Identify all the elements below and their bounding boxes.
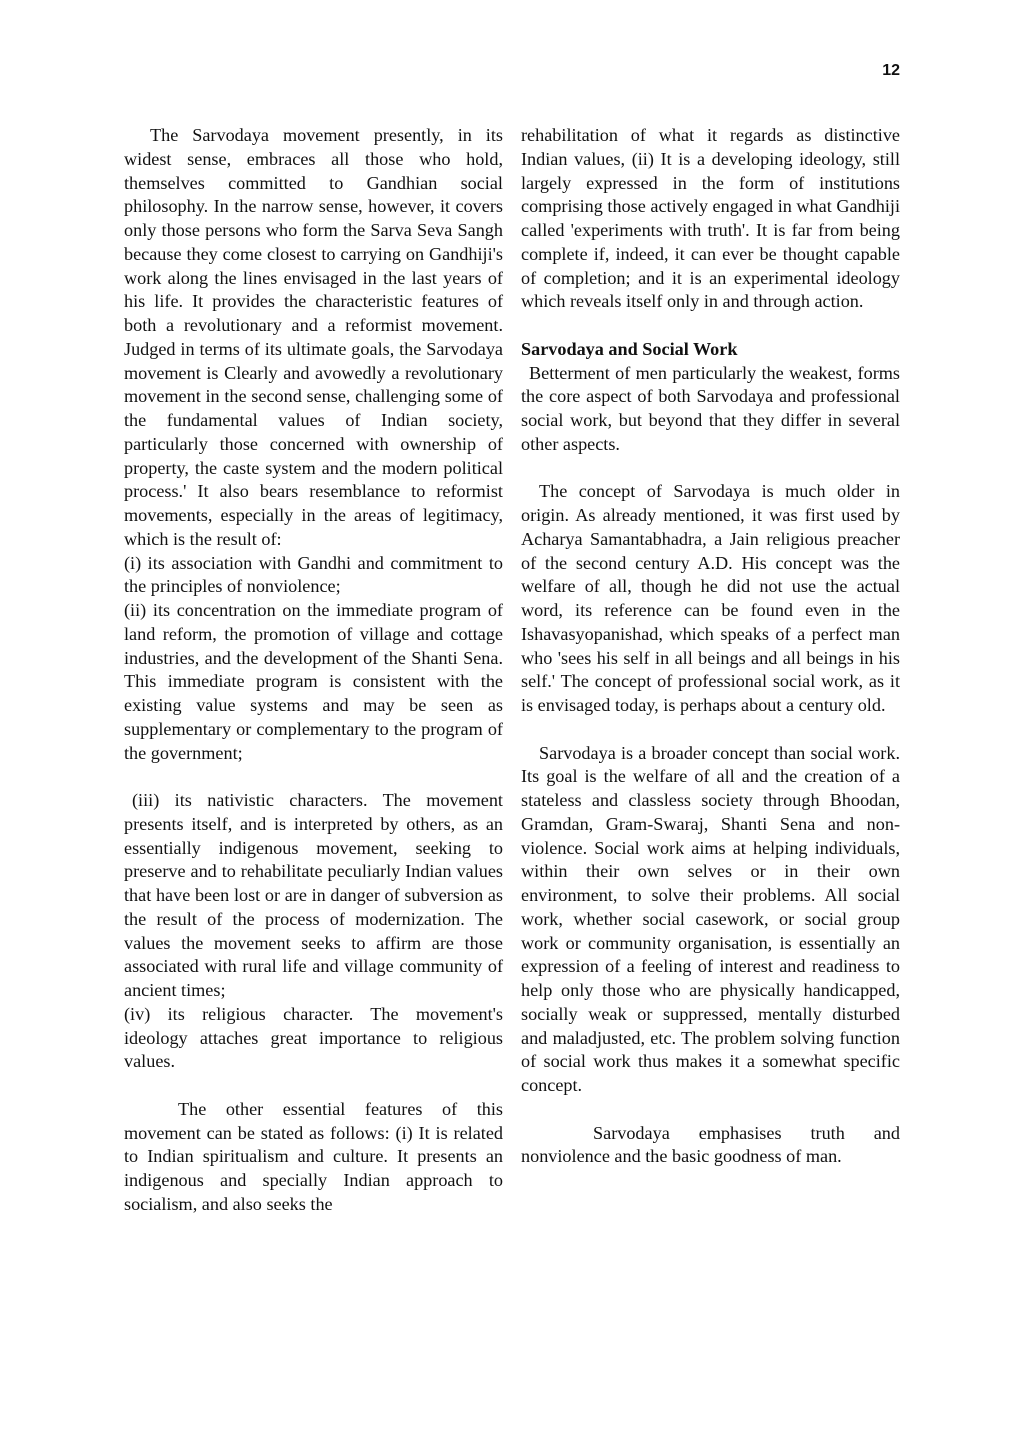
paragraph-gap bbox=[521, 1098, 900, 1122]
section-heading: Sarvodaya and Social Work bbox=[521, 338, 738, 359]
paragraph: Sarvodaya is a broader concept than social work. Its goal is the welfare of all and the creation of a stateless and classless society through Bhoodan, Gramdan, Gram-Swaraj, Shanti Sena and non-violence. Social work aims at helping individuals, within their own selves or in their own environment, to solve their problems. All social work, whether social casework, or social group work or community organisation, is essentially an expression of a feeling of interest and readiness to help only those who are physically handicapped, socially weak or suppressed, mentally disturbed and maladjusted, etc. The problem solving function of social work thus makes it a somewhat specific concept. bbox=[521, 742, 900, 1095]
paragraph-gap bbox=[521, 718, 900, 742]
paragraph-gap bbox=[124, 1074, 503, 1098]
right-column bbox=[521, 124, 900, 1169]
paragraph: (i) its association with Gandhi and commitment to the principles of nonviolence; bbox=[124, 552, 503, 597]
paragraph: The concept of Sarvodaya is much older in origin. As already mentioned, it was first used by Acharya Samantabhadra, a Jain religious preacher of the second century A.D. His concept was the welfare of all, though he did not use the actual word, its reference can be found even in the Ishavasyopanishad, which speaks of a perfect man who 'sees his self in all beings and all beings in his self.' The concept of professional social work, as it is envisaged today, is perhaps about a century old. bbox=[521, 481, 900, 715]
paragraph: Sarvodaya emphasises truth and nonviolence and the basic goodness of man. bbox=[521, 1122, 900, 1167]
paragraph: The other essential features of this movement can be stated as follows: (i) It is related to Indian spiritualism and culture. It presents an indigenous and specially Indian approach to socialism, and also seeks the bbox=[124, 1098, 503, 1214]
left-column bbox=[124, 124, 503, 1217]
paragraph-gap bbox=[521, 314, 900, 338]
paragraph: (iii) its nativistic characters. The movement presents itself, and is interpreted by others, as an essentially indigenous movement, seeking to preserve and to rehabilitate peculiarly Indian values that have been lost or are in danger of subversion as the result of the process of modernization. The values the movement seeks to affirm are those associated with rural life and village community of ancient times; bbox=[124, 790, 503, 1000]
paragraph: (ii) its concentration on the immediate program of land reform, the promotion of village and cottage industries, and the development of the Shanti Sena. This immediate program is consistent with the existing value systems and may be seen as supplementary or complementary to the program of the government; bbox=[124, 600, 503, 763]
paragraph-gap bbox=[521, 457, 900, 481]
paragraph: The Sarvodaya movement presently, in its widest sense, embraces all those who hold, themselves committed to Gandhian social philosophy. In the narrow sense, however, it covers only those persons who form the Sarva Seva Sangh because they come closest to carrying on Gandhiji's work along the lines envisaged in the last years of his life. It provides the characteristic features of both a revolutionary and a reformist movement. Judged in terms of its ultimate goals, the Sarvodaya movement is Clearly and avowedly a revolutionary movement in the second sense, challenging some of the fundamental values of Indian society, particularly those concerned with ownership of property, the caste system and the modern political process.' It also bears resemblance to reformist movements, especially in the areas of legitimacy, which is the result of: bbox=[124, 125, 503, 549]
paragraph: (iv) its religious character. The movement's ideology attaches great importance to religious values. bbox=[124, 1003, 503, 1072]
page-number: 12 bbox=[882, 62, 900, 79]
paragraph: rehabilitation of what it regards as distinctive Indian values, (ii) It is a developing ideology, still largely expressed in the form of institutions comprising those actively engaged in what Gandhiji called 'experiments with truth'. It is far from being complete if, indeed, it can ever be thought capable of completion; and it is an experimental ideology which reveals itself only in and through action. bbox=[521, 125, 900, 312]
paragraph: Betterment of men particularly the weakest, forms the core aspect of both Sarvodaya and professional social work, but beyond that they differ in several other aspects. bbox=[521, 362, 900, 454]
paragraph-gap bbox=[124, 765, 503, 789]
